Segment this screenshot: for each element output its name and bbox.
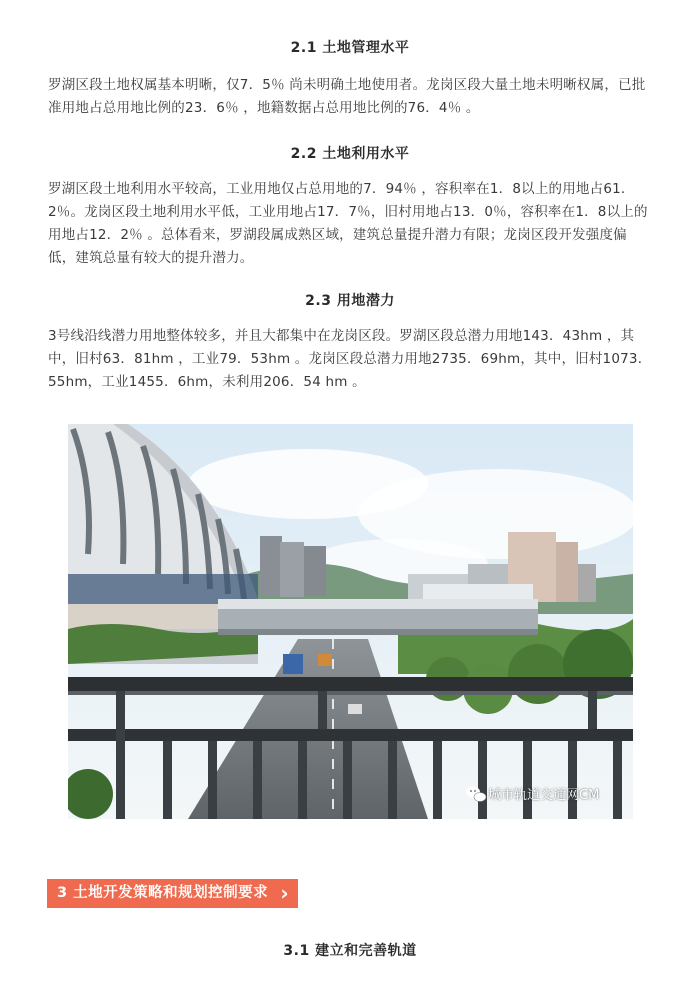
chevron-right-icon: › <box>280 881 290 905</box>
heading-2-2: 2.2 土地利用水平 <box>290 146 410 162</box>
photo-watermark: 城市轨道交通网CM <box>488 788 600 803</box>
paragraph-land-use: 罗湖区段土地利用水平较高，工业用地仅占总用地的7．94％ ，容积率在1．8以上的用地占61．2％。龙岗区段土地利用水平低，工业用地占17．7％，旧村用地占13．0％，容积率在1．8以上的用地占12．2％ 。总体看来，罗湖段属成熟区域，建筑总量提升潜力有限；龙岗区段开发强度偏低，建筑总量有较大的提升潜力。 <box>48 181 648 266</box>
heading-2-3: 2.3 用地潜力 <box>305 293 395 309</box>
elevated-metro-photo <box>68 424 633 819</box>
banner-label: 3 土地开发策略和规划控制要求 <box>57 885 269 901</box>
paragraph-land-potential: 3号线沿线潜力用地整体较多，并且大都集中在龙岗区段。罗湖区段总潜力用地143．43hm ，其中，旧村63．81hm ，工业79．53hm 。龙岗区段总潜力用地2735．69hm，其中，旧村1073．55hm，工业1455．6hm，未利用206．54 hm 。 <box>48 328 652 390</box>
section-3-banner <box>47 879 298 908</box>
photo-illustration <box>68 424 633 819</box>
heading-2-1: 2.1 土地管理水平 <box>290 40 410 56</box>
heading-3-1: 3.1 建立和完善轨道 <box>283 943 417 959</box>
paragraph-land-management: 罗湖区段土地权属基本明晰，仅7．5％ 尚未明确土地使用者。龙岗区段大量土地未明晰权属，已批准用地占总用地比例的23．6％ ，地籍数据占总用地比例的76．4％ 。 <box>48 77 646 116</box>
